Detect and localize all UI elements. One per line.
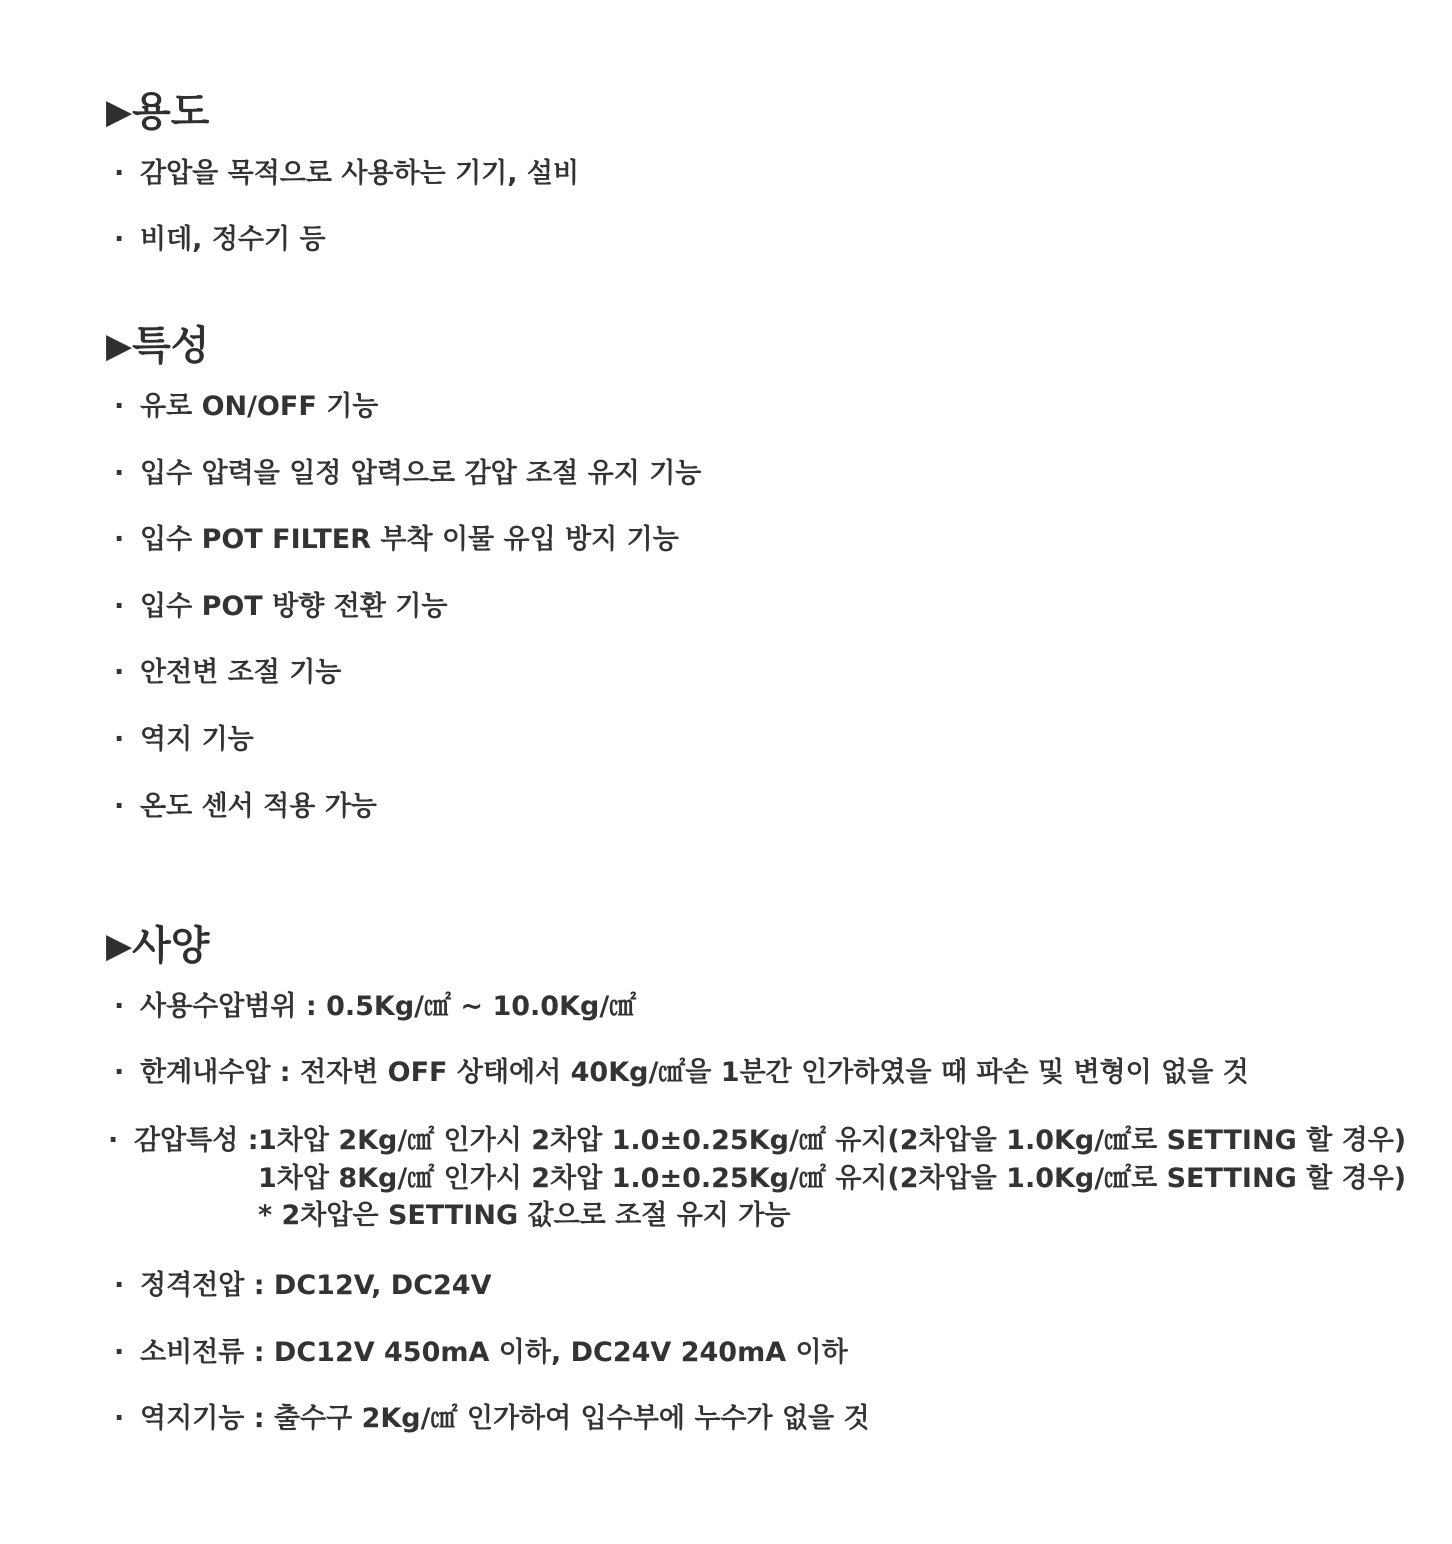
section-title-specs: ▶사양	[106, 923, 210, 969]
bullet-icon: ·	[108, 1125, 119, 1156]
bullet-icon: ·	[114, 391, 125, 422]
bullet-icon: ·	[114, 591, 125, 622]
bullet-icon: ·	[114, 524, 125, 555]
bullet-icon: ·	[114, 791, 125, 822]
section-title-usage: ▶용도	[106, 89, 210, 135]
list-item: · 정격전압 : DC12V, DC24V	[114, 1268, 492, 1304]
list-item: · 사용수압범위 : 0.5Kg/㎠ ~ 10.0Kg/㎠	[114, 989, 636, 1025]
bullet-icon: ·	[114, 158, 125, 189]
triangle-icon: ▶	[106, 326, 133, 366]
list-item: · 입수 압력을 일정 압력으로 감압 조절 유지 기능	[114, 456, 701, 492]
bullet-icon: ·	[114, 657, 125, 688]
bullet-icon: ·	[114, 1057, 125, 1088]
list-item: · 입수 POT FILTER 부착 이물 유입 방지 기능	[114, 522, 679, 558]
pressure-spec-note: * 2차압은 SETTING 값으로 조절 유지 가능	[258, 1200, 791, 1231]
bullet-icon: ·	[114, 1270, 125, 1301]
list-item: · 역지기능 : 출수구 2Kg/㎠ 인가하여 입수부에 누수가 없을 것	[114, 1401, 870, 1437]
pressure-spec-label: · 감압특성 :	[108, 1122, 259, 1159]
list-item: · 안전변 조절 기능	[114, 655, 341, 691]
list-item: · 입수 POT 방향 전환 기능	[114, 589, 447, 625]
list-item: · 역지 기능	[114, 722, 254, 758]
section-title-features: ▶특성	[106, 323, 210, 369]
bullet-icon: ·	[114, 458, 125, 489]
bullet-icon: ·	[114, 724, 125, 755]
bullet-icon: ·	[114, 1337, 125, 1368]
list-item: · 소비전류 : DC12V 450mA 이하, DC24V 240mA 이하	[114, 1335, 848, 1371]
triangle-icon: ▶	[106, 92, 133, 132]
list-item: · 유로 ON/OFF 기능	[114, 389, 378, 425]
list-item: · 한계내수압 : 전자변 OFF 상태에서 40Kg/㎠을 1분간 인가하였을 때 파손 및 변형이 없을 것	[114, 1055, 1249, 1091]
bullet-icon: ·	[114, 1403, 125, 1434]
bullet-icon: ·	[114, 224, 125, 255]
list-item: · 비데, 정수기 등	[114, 222, 326, 258]
pressure-spec-lines	[258, 1122, 1406, 1235]
list-item: · 감압을 목적으로 사용하는 기기, 설비	[114, 156, 579, 192]
bullet-icon: ·	[114, 991, 125, 1022]
pressure-spec-line: 1차압 2Kg/㎠ 인가시 2차압 1.0±0.25Kg/㎠ 유지(2차압을 1.0Kg/㎠로 SETTING 할 경우)	[258, 1125, 1407, 1156]
pressure-spec-line: 1차압 8Kg/㎠ 인가시 2차압 1.0±0.25Kg/㎠ 유지(2차압을 1.0Kg/㎠로 SETTING 할 경우)	[258, 1162, 1407, 1194]
list-item: · 온도 센서 적용 가능	[114, 789, 377, 825]
triangle-icon: ▶	[106, 926, 133, 966]
